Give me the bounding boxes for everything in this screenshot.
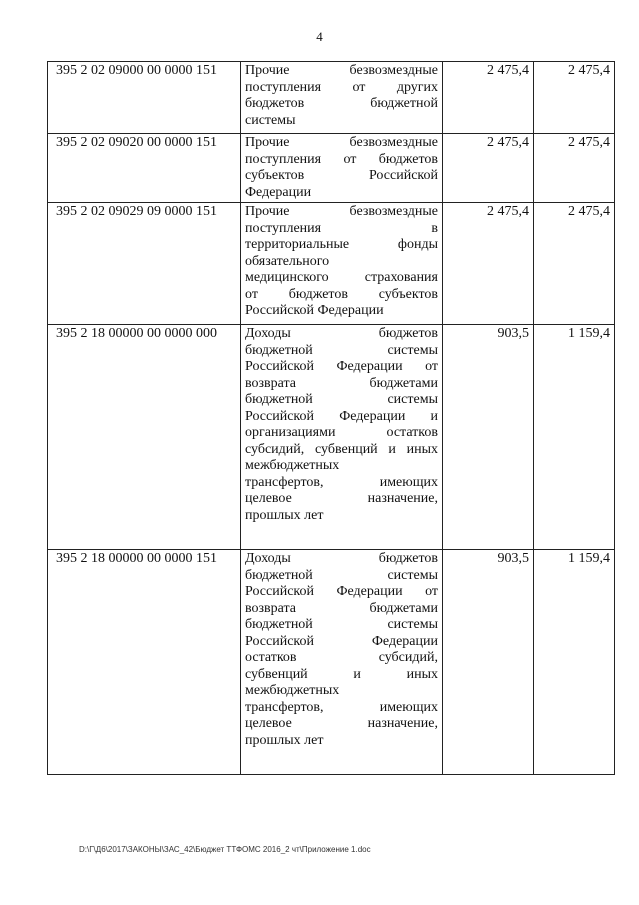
description-line: субсидий, субвенций и иных xyxy=(245,441,438,457)
description-line: территориальные фонды xyxy=(245,237,438,252)
description-line: Федерации xyxy=(245,184,312,200)
budget-code-cell: 395 2 02 09020 00 0000 151 xyxy=(48,134,241,203)
description-line: Российской Федерации и xyxy=(245,408,438,424)
table-row xyxy=(48,134,615,203)
description-line: от бюджетов субъектов xyxy=(245,286,438,302)
description-line: субвенций и иных xyxy=(245,666,438,682)
description-line: Доходы бюджетов xyxy=(245,326,438,341)
description-line: поступления от бюджетов xyxy=(245,151,438,167)
description-line: бюджетной системы xyxy=(245,392,438,407)
description-line: Российской Федерации xyxy=(245,303,384,318)
description-line: Прочие безвозмездные xyxy=(245,204,438,219)
budget-code-cell: 395 2 02 09029 09 0000 151 xyxy=(48,203,241,325)
description-line: поступления от других xyxy=(245,79,438,95)
table-row xyxy=(48,325,615,550)
budget-code-cell: 395 2 18 00000 00 0000 000 xyxy=(48,325,241,550)
description-line: бюджетной системы xyxy=(245,342,438,358)
description-line: организациями остатков xyxy=(245,425,438,440)
description-cell xyxy=(241,62,443,134)
description-line: субъектов Российской xyxy=(245,168,438,183)
description-line: системы xyxy=(245,112,296,128)
description-line: целевое назначение, xyxy=(245,716,438,731)
amount-cell-2: 1 159,4 xyxy=(534,325,615,550)
description-line: бюджетов бюджетной xyxy=(245,96,438,111)
description-cell xyxy=(241,203,443,325)
description-line: поступления в xyxy=(245,220,438,236)
amount-cell-1: 903,5 xyxy=(443,325,534,550)
description-line: прошлых лет xyxy=(245,732,324,748)
description-line: возврата бюджетами xyxy=(245,375,438,391)
description-line: бюджетной системы xyxy=(245,617,438,632)
description-cell xyxy=(241,134,443,203)
budget-table xyxy=(47,61,615,775)
description-line: трансфертов, имеющих xyxy=(245,474,438,490)
description-line: обязательного xyxy=(245,253,330,269)
budget-code-cell: 395 2 02 09000 00 0000 151 xyxy=(48,62,241,134)
description-line: Прочие безвозмездные xyxy=(245,135,438,150)
amount-cell-1: 2 475,4 xyxy=(443,134,534,203)
table-row xyxy=(48,62,615,134)
amount-cell-1: 2 475,4 xyxy=(443,203,534,325)
description-line: остатков субсидий, xyxy=(245,650,438,665)
amount-cell-1: 903,5 xyxy=(443,550,534,775)
budget-code-cell: 395 2 18 00000 00 0000 151 xyxy=(48,550,241,775)
description-cell xyxy=(241,550,443,775)
description-line: Прочие безвозмездные xyxy=(245,63,438,78)
description-line: прошлых лет xyxy=(245,507,324,523)
description-line: медицинского страхования xyxy=(245,270,438,285)
description-line: межбюджетных xyxy=(245,458,340,473)
description-line: целевое назначение, xyxy=(245,491,438,506)
amount-cell-2: 1 159,4 xyxy=(534,550,615,775)
amount-cell-2: 2 475,4 xyxy=(534,134,615,203)
description-line: трансфертов, имеющих xyxy=(245,699,438,715)
description-line: межбюджетных xyxy=(245,683,340,698)
budget-table-body xyxy=(48,62,615,775)
table-row xyxy=(48,550,615,775)
description-line: Российской Федерации от xyxy=(245,359,438,374)
description-cell xyxy=(241,325,443,550)
table-row xyxy=(48,203,615,325)
description-line: Доходы бюджетов xyxy=(245,551,438,566)
amount-cell-1: 2 475,4 xyxy=(443,62,534,134)
description-line: возврата бюджетами xyxy=(245,600,438,616)
description-line: Российской Федерации xyxy=(245,633,438,649)
footer-file-path: D:\Г\Д6\2017\ЗАКОНЫ\ЗАС_42\Бюджет ТТФОМС 2016_2 чт\Приложение 1.doc xyxy=(79,845,371,854)
page-number: 4 xyxy=(316,29,323,44)
description-line: бюджетной системы xyxy=(245,567,438,583)
description-line: Российской Федерации от xyxy=(245,584,438,599)
amount-cell-2: 2 475,4 xyxy=(534,62,615,134)
amount-cell-2: 2 475,4 xyxy=(534,203,615,325)
